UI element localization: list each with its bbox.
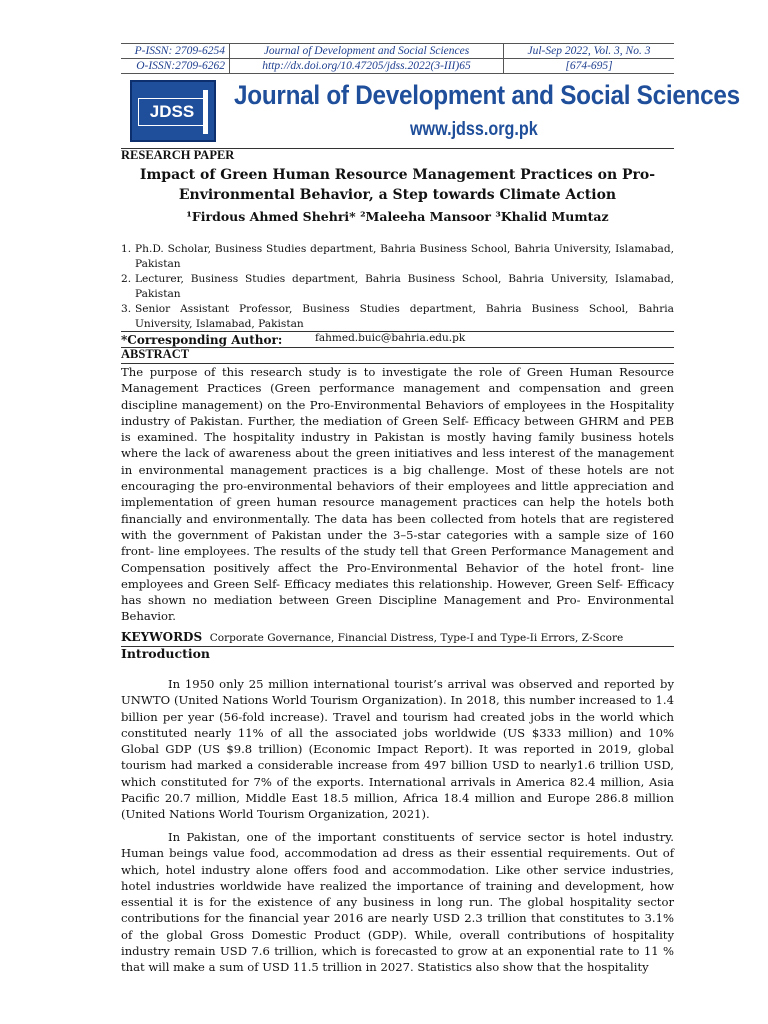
- affiliations-list: [121, 242, 674, 332]
- affiliation-item: 1. Ph.D. Scholar, Business Studies department, Bahria Business School, Bahria University, Islamabad, Pakistan: [121, 243, 674, 270]
- paper-title: Impact of Green Human Resource Management Practices on Pro- Environmental Behavior, a Step towards Climate Action: [139, 167, 656, 203]
- abstract-heading: ABSTRACT: [121, 347, 190, 361]
- corresponding-author-email[interactable]: fahmed.buic@bahria.edu.pk: [315, 332, 466, 344]
- authors: ¹Firdous Ahmed Shehri* ²Maleeha Mansoor ³Khalid Mumtaz: [186, 209, 609, 224]
- abstract-text: The purpose of this research study is to investigate the role of Green Human Resource Management Practices (Green performance management and compensation and green discipline management) on the Pro-Environmental Behaviors of employees in the Hospitality industry of Pakistan. Further, the mediation of Green Self- Efficacy between GHRM and PEB is examined. The hospitality industry in Pakistan is mostly having family business hotels where the lack of awareness about the green initiatives and less interest of the management in environmental management practices is a big challenge. Most of these hotels are not encouraging the pro-environmental behaviors of their employees and little appreciation and implementation of green human resource management practices can help the hotels both financially and environmentally. The data has been collected from hotels that are registered with the government of Pakistan under the 3–5-star categories with a sample size of 160 front- line employees. The results of the study tell that Green Performance Management and Compensation positively affect the Pro-Environmental Behavior of the hotel front- line employees and Green Self- Efficacy mediates this relationship. However, Green Self- Efficacy has shown no mediation between Green Discipline Management and Pro- Environmental Behavior.: [121, 365, 674, 624]
- affiliation-item: 3. Senior Assistant Professor, Business Studies department, Bahria Business School, Bahria University, Islamabad, Pakistan: [121, 303, 674, 330]
- journal-name: Journal of Development and Social Sciences: [234, 80, 740, 110]
- journal-header-table: [121, 43, 674, 74]
- divider: [121, 347, 674, 348]
- intro-paragraph-1: In 1950 only 25 million international tourist’s arrival was observed and reported by UNWTO (United Nations World Tourism Organization). In 2018, this number increased to 1.4 billion per year (56-fold increase). Travel and tourism had created jobs in the world which constituted nearly 11% of all the associated jobs worldwide (US $333 million) and 10% Global GDP (US $9.8 trillion) (Economic Impact Report). It was reported in 2019, global tourism had marked a considerable increase from 497 billion USD to nearly1.6 trillion USD, which constituted for 7% of the exports. International arrivals in America 82.4 million, Asia Pacific 20.7 million, Middle East 18.5 million, Africa 18.4 million and Europe 286.8 million (United Nations World Tourism Organization, 2021).: [121, 677, 674, 822]
- paper-type-label: RESEARCH PAPER: [121, 148, 235, 162]
- journal-short-name: Journal of Development and Social Sciences: [230, 44, 504, 59]
- page-range: [674-695]: [504, 59, 675, 74]
- affiliation-item: 2. Lecturer, Business Studies department, Bahria Business School, Bahria University, Islamabad, Pakistan: [121, 273, 674, 300]
- pissn: P-ISSN: 2709-6254: [121, 44, 230, 59]
- keywords-value: Corporate Governance, Financial Distress, Type-I and Type-Ii Errors, Z-Score: [209, 632, 624, 644]
- issue-info: Jul-Sep 2022, Vol. 3, No. 3: [504, 44, 675, 59]
- logo-text: JDSS: [138, 98, 206, 126]
- keywords-row: [121, 630, 623, 644]
- journal-website[interactable]: www.jdss.org.pk: [410, 119, 538, 140]
- corresponding-author-label: *Corresponding Author:: [121, 333, 283, 347]
- introduction-heading: Introduction: [121, 646, 211, 661]
- intro-paragraph-2: In Pakistan, one of the important constituents of service sector is hotel industry. Human beings value food, accommodation ad dress as their essential requirements. Out of which, hotel industry alone offers food and accommodation. Like other service industries, hotel industries worldwide have realized the importance of training and development, how essential it is for the existence of any business in long run. The global hospitality sector contributions for the financial year 2016 are nearly USD 2.3 trillion that constitutes to 3.1% of the global Gross Domestic Product (GDP). While, overall contributions of hospitality industry remain USD 7.6 trillion, which is forecasted to grow at an exponential rate to 11 % that will make a sum of USD 11.5 trillion in 2027. Statistics also show that the hospitality: [121, 830, 674, 975]
- keywords-label: KEYWORDS: [121, 630, 203, 644]
- oissn: O-ISSN:2709-6262: [121, 59, 230, 74]
- jdss-logo: [130, 80, 216, 142]
- doi-link[interactable]: http://dx.doi.org/10.47205/jdss.2022(3-III)65: [230, 59, 504, 74]
